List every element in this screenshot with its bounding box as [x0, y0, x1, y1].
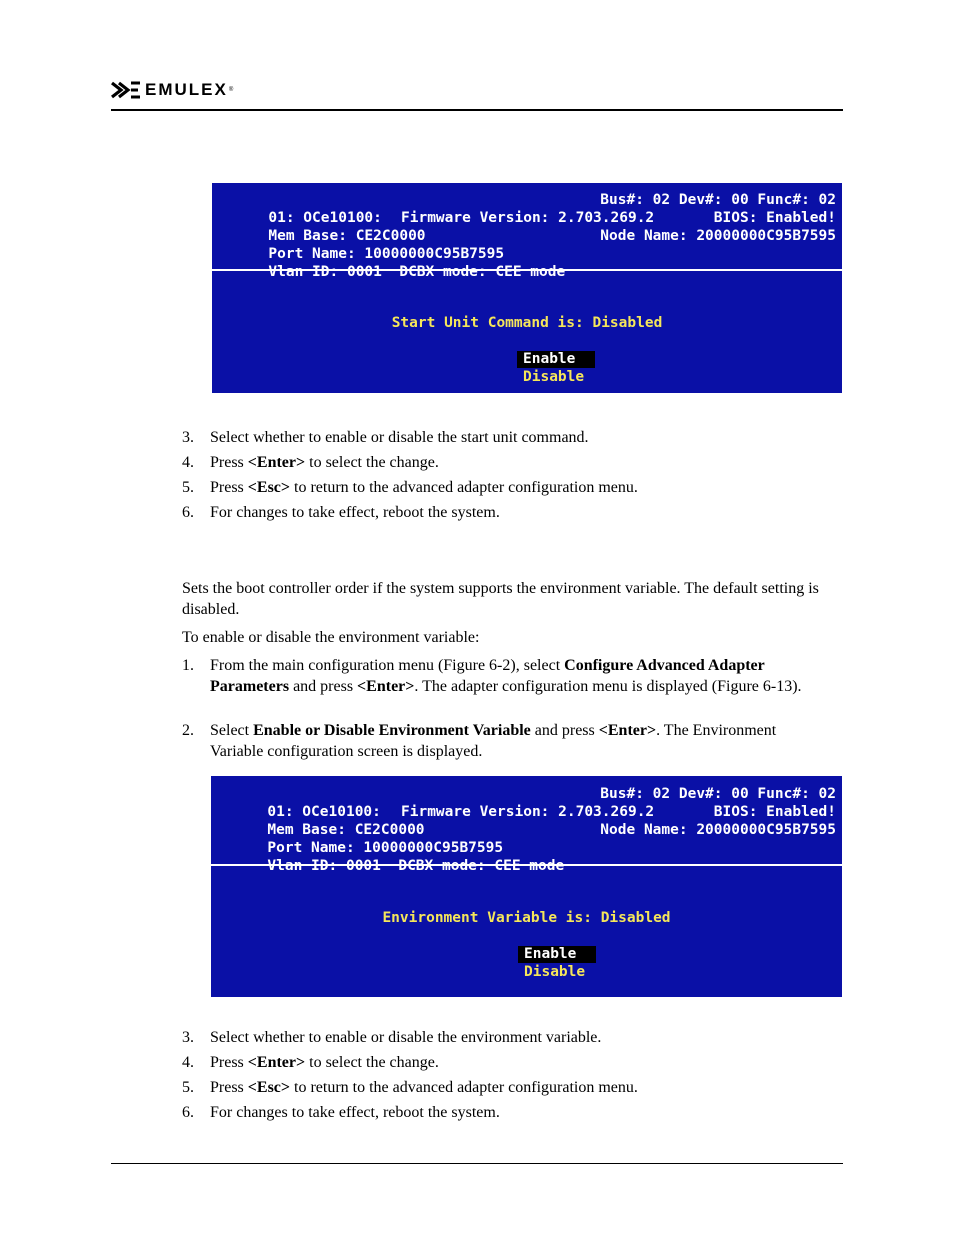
enable-option[interactable]: Enable — [518, 946, 596, 963]
adapter-info-panel — [212, 183, 842, 280]
logo-trademark: ® — [228, 87, 234, 93]
disable-option[interactable]: Disable — [523, 369, 585, 385]
node-name: Node Name: 20000000C95B7595 — [600, 228, 836, 244]
port-name: Port Name: 10000000C95B7595 — [267, 840, 504, 856]
status-text: Environment Variable is: Disabled — [382, 910, 671, 926]
instruction-paragraph: To enable or disable the environment variable: — [182, 629, 480, 646]
firmware-version: Firmware Version: 2.703.269.2 — [401, 210, 655, 226]
bus-dev-func: Bus#: 02 Dev#: 00 Func#: 02 — [600, 192, 836, 208]
bus-dev-func: Bus#: 02 Dev#: 00 Func#: 02 — [600, 786, 836, 802]
page-header — [111, 78, 843, 111]
status-text: Start Unit Command is: Disabled — [391, 315, 663, 331]
bios-screen-environment-variable — [211, 776, 842, 997]
firmware-version: Firmware Version: 2.703.269.2 — [401, 804, 655, 820]
adapter-info-panel — [211, 776, 842, 874]
emulex-logo — [111, 80, 233, 100]
vlan-dcbx: Vlan ID: 0001 DCBX mode: CEE mode — [267, 858, 565, 874]
vlan-dcbx: Vlan ID: 0001 DCBX mode: CEE mode — [268, 264, 566, 280]
mem-base: Mem Base: CE2C0000 — [267, 822, 425, 838]
footer-divider — [111, 1163, 843, 1164]
adapter-id: 01: OCe10100: — [268, 210, 382, 226]
bios-status: BIOS: Enabled! — [713, 210, 836, 226]
enable-option[interactable]: Enable — [517, 351, 595, 368]
mem-base: Mem Base: CE2C0000 — [268, 228, 426, 244]
adapter-id: 01: OCe10100: — [267, 804, 381, 820]
bios-screen-start-unit — [212, 183, 842, 393]
node-name: Node Name: 20000000C95B7595 — [600, 822, 836, 838]
bios-status: BIOS: Enabled! — [713, 804, 836, 820]
logo-text: EMULEX — [145, 80, 228, 99]
port-name: Port Name: 10000000C95B7595 — [268, 246, 505, 262]
description-paragraph: Sets the boot controller order if the system supports the environment variable. The default setting is disabled. — [182, 580, 819, 618]
disable-option[interactable]: Disable — [524, 964, 586, 980]
emulex-mark-icon — [111, 81, 141, 99]
